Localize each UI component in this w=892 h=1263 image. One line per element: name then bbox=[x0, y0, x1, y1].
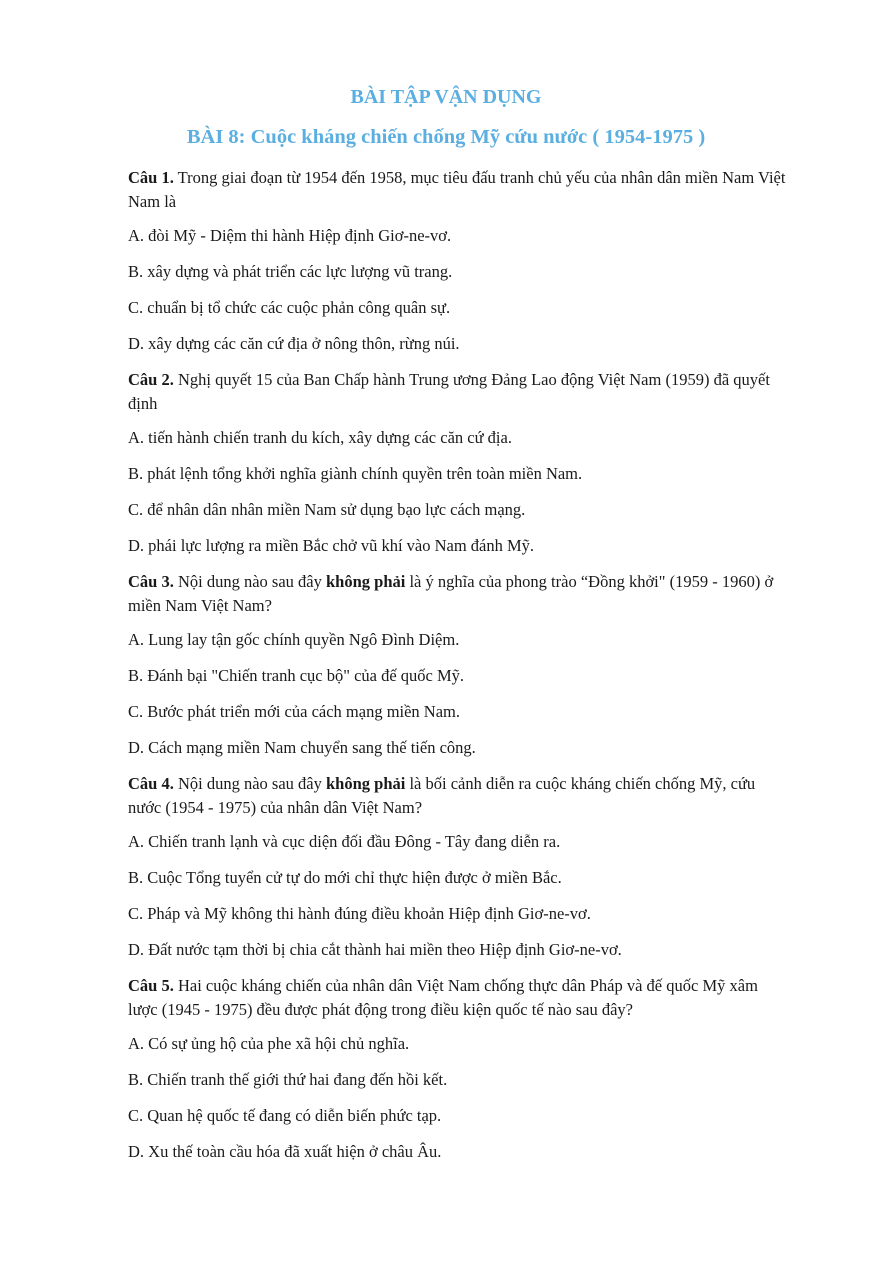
question-stem bbox=[128, 974, 788, 1022]
question-list bbox=[128, 166, 788, 1176]
page-title: BÀI TẬP VẬN DỤNG bbox=[350, 86, 542, 108]
answer-option-c: C. Bước phát triển mới của cách mạng miền Nam. bbox=[128, 702, 461, 721]
question-text: Trong giai đoạn từ 1954 đến 1958, mục tiêu đấu tranh chủ yếu của nhân dân miền Nam Việt Nam là bbox=[128, 168, 786, 211]
question-label: Câu 3. bbox=[128, 572, 174, 591]
answer-option-a: A. đòi Mỹ - Diệm thi hành Hiệp định Giơ-ne-vơ. bbox=[128, 226, 452, 245]
question-stem bbox=[128, 772, 788, 820]
question-label: Câu 1. bbox=[128, 168, 174, 187]
answer-option-d: D. Cách mạng miền Nam chuyển sang thế tiến công. bbox=[128, 738, 476, 757]
question-block bbox=[128, 974, 788, 1164]
answer-option-a: A. tiến hành chiến tranh du kích, xây dựng các căn cứ địa. bbox=[128, 428, 512, 447]
answer-option-b: B. Đánh bại "Chiến tranh cục bộ" của đế quốc Mỹ. bbox=[128, 666, 465, 685]
question-label: Câu 5. bbox=[128, 976, 174, 995]
question-text: Nội dung nào sau đây bbox=[173, 774, 326, 793]
question-label: Câu 2. bbox=[128, 370, 174, 389]
question-text: Nội dung nào sau đây bbox=[173, 572, 326, 591]
emphasis-text: không phải bbox=[326, 572, 406, 591]
question-stem bbox=[128, 166, 788, 214]
question-label: Câu 4. bbox=[128, 774, 174, 793]
question-stem bbox=[128, 570, 788, 618]
question-stem bbox=[128, 368, 788, 416]
answer-option-b: B. Chiến tranh thế giới thứ hai đang đến hồi kết. bbox=[128, 1070, 448, 1089]
page-subtitle: BÀI 8: Cuộc kháng chiến chống Mỹ cứu nước ( 1954-1975 ) bbox=[186, 126, 706, 148]
answer-option-a: A. Lung lay tận gốc chính quyền Ngô Đình Diệm. bbox=[128, 630, 460, 649]
question-block bbox=[128, 772, 788, 962]
emphasis-text: không phải bbox=[326, 774, 406, 793]
answer-option-b: B. phát lệnh tổng khởi nghĩa giành chính quyền trên toàn miền Nam. bbox=[128, 464, 583, 483]
answer-option-c: C. Quan hệ quốc tế đang có diễn biến phức tạp. bbox=[128, 1106, 442, 1125]
question-text: Nghị quyết 15 của Ban Chấp hành Trung ương Đảng Lao động Việt Nam (1959) đã quyết định bbox=[128, 370, 770, 413]
answer-option-c: C. để nhân dân nhân miền Nam sử dụng bạo lực cách mạng. bbox=[128, 500, 526, 519]
answer-option-d: D. xây dựng các căn cứ địa ở nông thôn, rừng núi. bbox=[128, 334, 460, 353]
answer-option-b: B. xây dựng và phát triển các lực lượng vũ trang. bbox=[128, 262, 453, 281]
answer-option-c: C. Pháp và Mỹ không thi hành đúng điều khoản Hiệp định Giơ-ne-vơ. bbox=[128, 904, 591, 923]
answer-option-b: B. Cuộc Tổng tuyển cử tự do mới chỉ thực hiện được ở miền Bắc. bbox=[128, 868, 562, 887]
answer-option-a: A. Có sự ủng hộ của phe xã hội chủ nghĩa. bbox=[128, 1034, 410, 1053]
question-block bbox=[128, 166, 788, 356]
question-text: Hai cuộc kháng chiến của nhân dân Việt Nam chống thực dân Pháp và đế quốc Mỹ xâm lược (1945 - 1975) đều được phát động trong điều kiện quốc tế nào sau đây? bbox=[128, 976, 758, 1019]
answer-option-a: A. Chiến tranh lạnh và cục diện đối đầu Đông - Tây đang diễn ra. bbox=[128, 832, 561, 851]
question-block bbox=[128, 570, 788, 760]
question-block bbox=[128, 368, 788, 558]
question-text-tail: là bối cảnh diễn ra cuộc kháng chiến chống Mỹ, cứu nước (1954 - 1975) của nhân dân Việt Nam? bbox=[128, 774, 756, 817]
answer-option-d: D. phái lực lượng ra miền Bắc chở vũ khí vào Nam đánh Mỹ. bbox=[128, 536, 535, 555]
answer-option-d: D. Đất nước tạm thời bị chia cắt thành hai miền theo Hiệp định Giơ-ne-vơ. bbox=[128, 940, 622, 959]
answer-option-d: D. Xu thế toàn cầu hóa đã xuất hiện ở châu Âu. bbox=[128, 1142, 442, 1161]
answer-option-c: C. chuẩn bị tổ chức các cuộc phản công quân sự. bbox=[128, 298, 451, 317]
question-text-tail: là ý nghĩa của phong trào “Đồng khởi" (1959 - 1960) ở miền Nam Việt Nam? bbox=[128, 572, 774, 615]
